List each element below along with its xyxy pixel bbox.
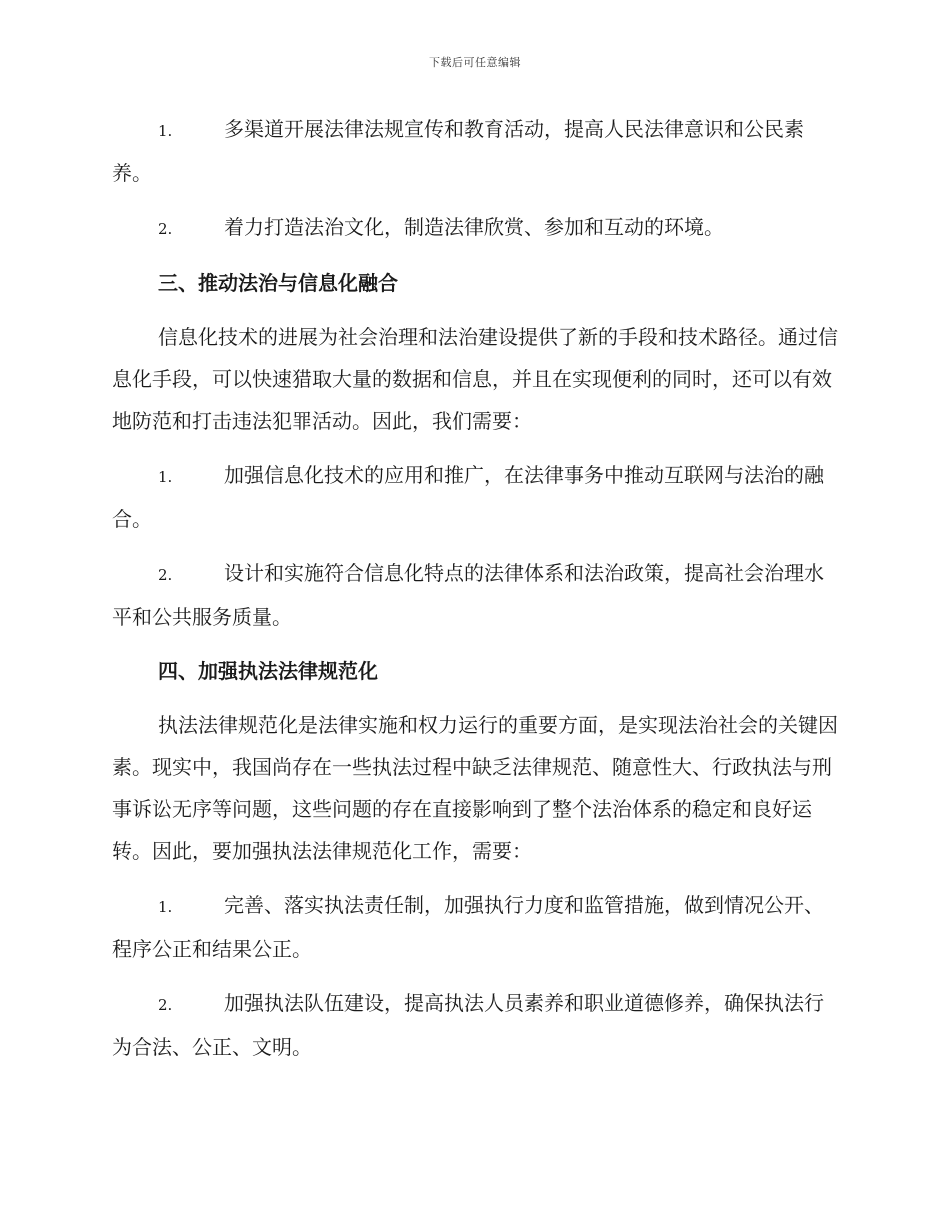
section-heading-4: 四、加强执法法律规范化	[158, 659, 378, 683]
list-text: 设计和实施符合信息化特点的法律体系和法治政策，提高社会治理水平和公共服务质量。	[112, 561, 824, 629]
list-item	[112, 454, 838, 540]
list-number: 2.	[158, 220, 173, 238]
list-item	[112, 884, 838, 970]
section-paragraph-4: 执法法律规范化是法律实施和权力运行的重要方面，是实现法治社会的关键因素。现实中，我国尚存在一些执法过程中缺乏法律规范、随意性大、行政执法与刑事诉讼无序等问题，这些问题的存在直接影响到了整个法治体系的稳定和良好运转。因此，要加强执法法律规范化工作，需要：	[112, 713, 838, 863]
list-number: 1.	[158, 898, 173, 916]
list-item	[112, 206, 838, 250]
list-text: 加强执法队伍建设，提高执法人员素养和职业道德修养，确保执法行为合法、公正、文明。	[112, 991, 824, 1059]
list-number: 2.	[158, 566, 173, 584]
list-text: 加强信息化技术的应用和推广，在法律事务中推动互联网与法治的融合。	[112, 463, 824, 531]
list-text: 着力打造法治文化，制造法律欣赏、参加和互动的环境。	[224, 215, 724, 239]
list-number: 2.	[158, 996, 173, 1014]
list-item	[112, 108, 838, 194]
list-number: 1.	[158, 468, 173, 486]
page-header: 下载后可任意编辑	[429, 56, 521, 69]
section-paragraph-3: 信息化技术的进展为社会治理和法治建设提供了新的手段和技术路径。通过信息化手段，可以快速猎取大量的数据和信息，并且在实现便利的同时，还可以有效地防范和打击违法犯罪活动。因此，我们需要：	[112, 325, 838, 433]
section-heading-3: 三、推动法治与信息化融合	[158, 271, 398, 295]
list-text: 多渠道开展法律法规宣传和教育活动，提高人民法律意识和公民素养。	[112, 117, 804, 185]
document-body	[112, 108, 838, 1080]
list-text: 完善、落实执法责任制，加强执行力度和监管措施，做到情况公开、程序公正和结果公正。	[112, 893, 824, 961]
list-item	[112, 982, 838, 1068]
list-item	[112, 552, 838, 638]
list-number: 1.	[158, 122, 173, 140]
